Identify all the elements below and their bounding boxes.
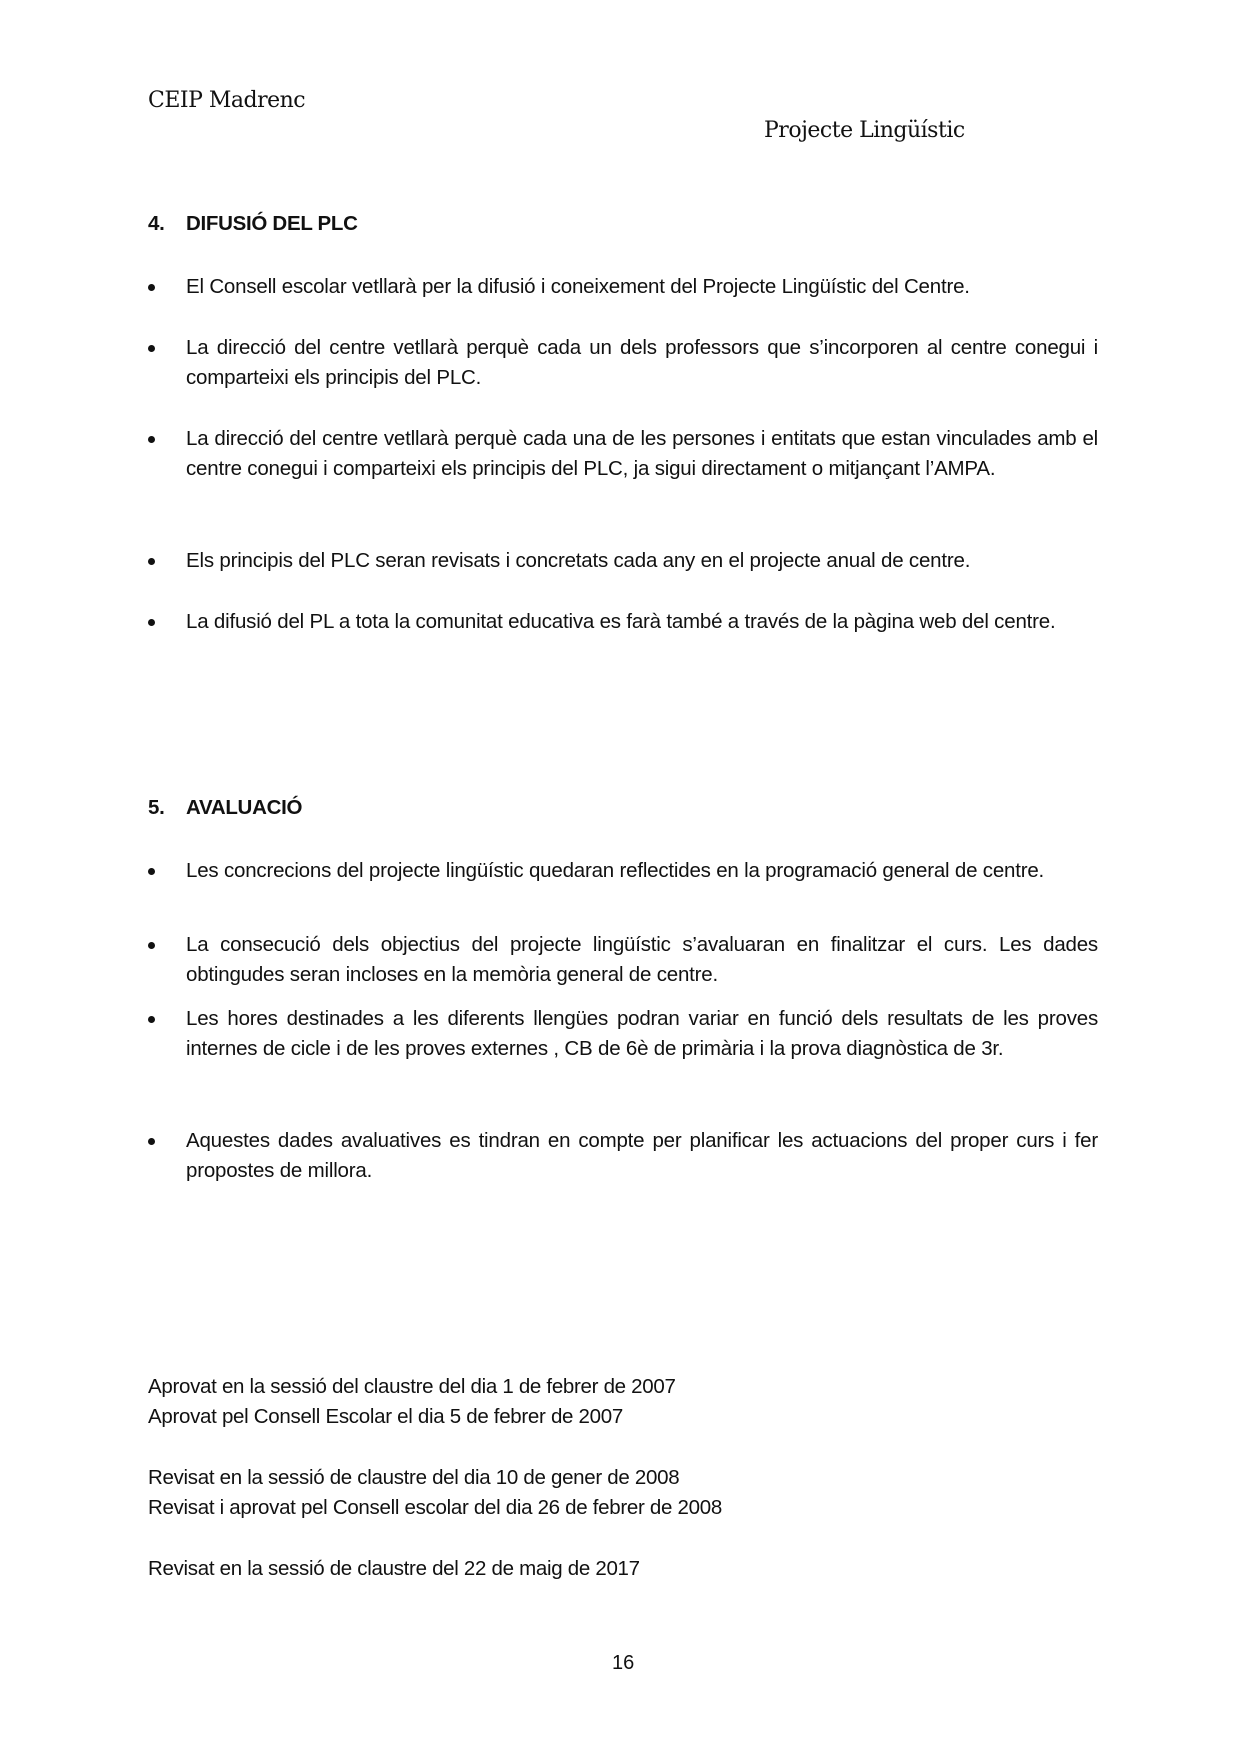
bullet-icon	[148, 558, 155, 565]
approval-line: Aprovat pel Consell Escolar el dia 5 de febrer de 2007	[148, 1405, 623, 1428]
list-item-text: Les concrecions del projecte lingüístic quedaran reflectides en la programació general de centre.	[186, 859, 1045, 882]
list-item	[148, 1126, 1098, 1186]
section-number: 4.	[148, 212, 165, 235]
list-item-text: La consecució dels objectius del projecte lingüístic s’avaluaran en finalitzar el curs. Les dades obtingudes seran incloses en la memòria general de centre.	[186, 933, 1098, 986]
list-item	[148, 333, 1098, 393]
bullet-icon	[148, 868, 155, 875]
header-school-name: CEIP Madrenc	[148, 88, 306, 113]
page-number: 16	[612, 1652, 635, 1674]
bullet-icon	[148, 436, 155, 443]
section-title: AVALUACIÓ	[186, 796, 303, 819]
section-number: 5.	[148, 796, 165, 819]
bullet-icon	[148, 942, 155, 949]
list-item-text: Els principis del PLC seran revisats i concretats cada any en el projecte anual de centre.	[186, 549, 971, 572]
list-item	[148, 607, 1098, 637]
bullet-icon	[148, 1138, 155, 1145]
section-heading-difusio	[148, 212, 358, 236]
header-document-title: Projecte Lingüístic	[764, 118, 965, 143]
section-title: DIFUSIÓ DEL PLC	[186, 212, 358, 235]
bullet-icon	[148, 619, 155, 626]
list-item	[148, 546, 1098, 576]
list-item-text: La direcció del centre vetllarà perquè cada un dels professors que s’incorporen al centre conegui i comparteixi els principis del PLC.	[186, 336, 1098, 389]
list-item-text: La difusió del PL a tota la comunitat educativa es farà també a través de la pàgina web del centre.	[186, 610, 1056, 633]
approval-line: Revisat en la sessió de claustre del 22 de maig de 2017	[148, 1557, 640, 1580]
approval-line: Revisat i aprovat pel Consell escolar del dia 26 de febrer de 2008	[148, 1496, 722, 1519]
list-item	[148, 272, 1098, 302]
list-item	[148, 424, 1098, 484]
bullet-icon	[148, 284, 155, 291]
list-item-text: La direcció del centre vetllarà perquè cada una de les persones i entitats que estan vinculades amb el centre conegui i comparteixi els principis del PLC, ja sigui directament o mitjançant l’AMPA.	[186, 427, 1098, 480]
bullet-icon	[148, 345, 155, 352]
bullet-icon	[148, 1016, 155, 1023]
list-item	[148, 930, 1098, 990]
approval-line: Aprovat en la sessió del claustre del dia 1 de febrer de 2007	[148, 1375, 676, 1398]
list-item	[148, 856, 1098, 886]
list-item	[148, 1004, 1098, 1064]
list-item-text: Les hores destinades a les diferents llengües podran variar en funció dels resultats de les proves internes de cicle i de les proves externes , CB de 6è de primària i la prova diagnòstica de 3r.	[186, 1007, 1098, 1060]
list-item-text: El Consell escolar vetllarà per la difusió i coneixement del Projecte Lingüístic del Centre.	[186, 275, 970, 298]
list-item-text: Aquestes dades avaluatives es tindran en compte per planificar les actuacions del proper curs i fer propostes de millora.	[186, 1129, 1098, 1182]
approval-line: Revisat en la sessió de claustre del dia 10 de gener de 2008	[148, 1466, 680, 1489]
section-heading-avaluacio	[148, 796, 302, 820]
